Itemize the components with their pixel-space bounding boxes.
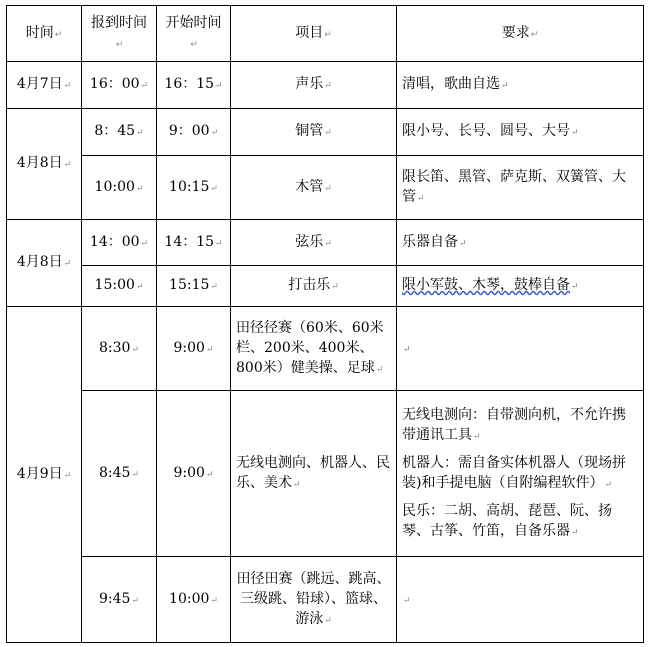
- report-time-cell: 8：45↵: [82, 109, 157, 156]
- item-cell: 声乐↵: [231, 62, 397, 109]
- item-cell: 田径田赛（跳远、跳高、三级跳、铅球）、篮球、游泳↵: [231, 557, 397, 643]
- start-time-cell: 15:15↵: [157, 266, 231, 307]
- header-row: [7, 6, 644, 62]
- table-row: [7, 391, 644, 557]
- header-report-time: 报到时间↵: [82, 6, 157, 62]
- table-row: [7, 307, 644, 391]
- requirement-cell: 限小号、长号、圆号、大号↵: [397, 109, 644, 156]
- report-time-cell: 8:30↵: [82, 307, 157, 391]
- item-cell: 弦乐↵: [231, 220, 397, 266]
- item-cell: 无线电测向、机器人、民乐、美术↵: [231, 391, 397, 557]
- header-start-time: 开始时间↵: [157, 6, 231, 62]
- report-time-cell: 10:00↵: [82, 156, 157, 220]
- header-requirement: 要求↵: [397, 6, 644, 62]
- date-cell: 4月9日↵: [7, 307, 82, 643]
- requirement-line: 民乐：二胡、高胡、琵琶、阮、扬琴、古筝、竹笛，自备乐器↵: [402, 502, 612, 539]
- start-time-cell: 10:15↵: [157, 156, 231, 220]
- start-time-cell: 10:00↵: [157, 557, 231, 643]
- requirement-cell: ↵: [397, 307, 644, 391]
- start-time-cell: 9:00↵: [157, 307, 231, 391]
- table-row: [7, 266, 644, 307]
- requirement-cell: 限小军鼓、木琴，鼓棒自备↵: [397, 266, 644, 307]
- requirement-line: 机器人：需自备实体机器人（现场拼装)和手提电脑（自附编程软件）↵: [402, 454, 626, 491]
- item-cell: 铜管↵: [231, 109, 397, 156]
- requirement-line: 无线电测向：自带测向机，不允许携带通讯工具↵: [402, 406, 626, 443]
- table-row: [7, 109, 644, 156]
- item-cell: 木管↵: [231, 156, 397, 220]
- start-time-cell: 14：15↵: [157, 220, 231, 266]
- date-cell: 4月8日↵: [7, 220, 82, 307]
- item-cell: 打击乐↵: [231, 266, 397, 307]
- start-time-cell: 16：15↵: [157, 62, 231, 109]
- schedule-table: [6, 5, 644, 643]
- report-time-cell: 16：00↵: [82, 62, 157, 109]
- table-row: [7, 62, 644, 109]
- start-time-cell: 9:00↵: [157, 391, 231, 557]
- table-row: [7, 557, 644, 643]
- report-time-cell: 15:00↵: [82, 266, 157, 307]
- report-time-cell: 9:45↵: [82, 557, 157, 643]
- date-cell: 4月8日↵: [7, 109, 82, 220]
- header-item: 项目↵: [231, 6, 397, 62]
- requirement-cell: 限长笛、黑管、萨克斯、双簧管、大管↵: [397, 156, 644, 220]
- header-time: 时间↵: [7, 6, 82, 62]
- requirement-cell: ↵: [397, 557, 644, 643]
- report-time-cell: 14：00↵: [82, 220, 157, 266]
- requirement-cell: 清唱，歌曲自选↵: [397, 62, 644, 109]
- table-row: [7, 220, 644, 266]
- item-cell: 田径径赛（60米、60米栏、200米、400米、800米）健美操、足球↵: [231, 307, 397, 391]
- date-cell: 4月7日↵: [7, 62, 82, 109]
- table-row: [7, 156, 644, 220]
- start-time-cell: 9：00↵: [157, 109, 231, 156]
- requirement-cell: 乐器自备↵: [397, 220, 644, 266]
- report-time-cell: 8:45↵: [82, 391, 157, 557]
- requirement-cell: [397, 391, 644, 557]
